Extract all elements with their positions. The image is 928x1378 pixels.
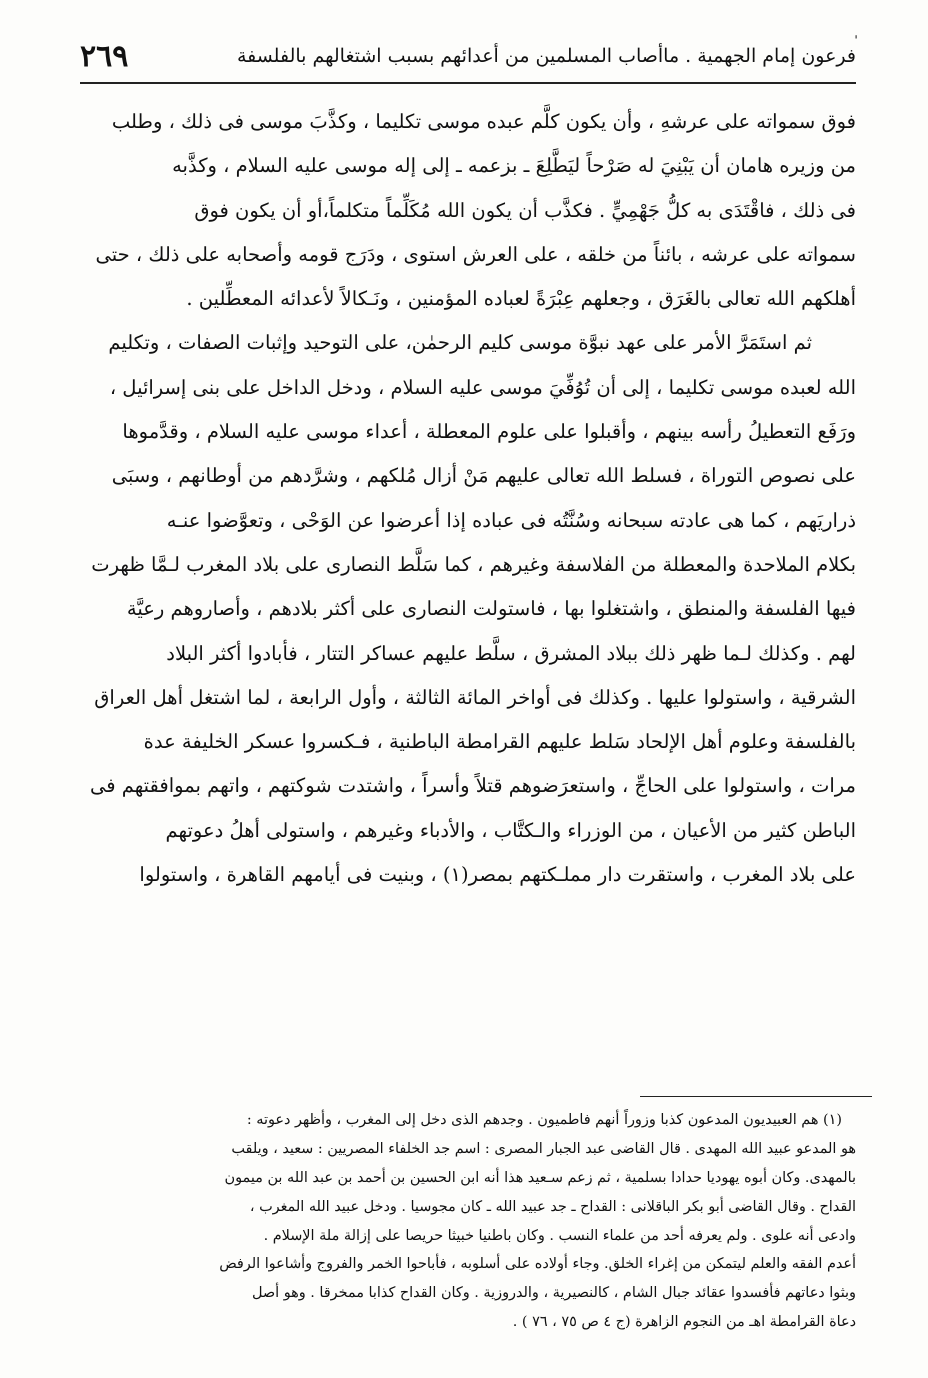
main-text xyxy=(80,100,856,897)
footnotes xyxy=(80,1106,856,1337)
footnote-line: هو المدعو عبيد الله المهدى . قال القاضى عبد الجبار المصرى : اسم جد الخلفاء المصريين : سعيد ، ويلقب xyxy=(231,1140,856,1157)
footnote-line: أعدم الفقه والعلم ليتمكن من إغراء الخلق. وجاء أولاده على أسلوبه ، فأباحوا الخمر والفروج وأشاعوا الرفض xyxy=(219,1256,856,1273)
text-line: الله لعبده موسى تكليما ، إلى أن تُوُفِّيَ موسى عليه السلام ، ودخل الداخل على بنى إسرائيل ، xyxy=(109,375,856,399)
text-line: ورَفَع التعطيلُ رأسه بينهم ، وأقبلوا على علوم المعطلة ، أعداء موسى عليه السلام ، وقدَّموها xyxy=(122,420,856,444)
text-line: أهلكهم الله تعالى بالغَرَق ، وجعلهم عِبْرَةً لعباده المؤمنين ، ونَـكالاً لأعدائه المعطِّلين . xyxy=(186,287,856,311)
text-line: فى ذلك ، فاقْتَدَى به كلُّ جَهْمِيٍّ . فكذَّب أن يكون الله مُكَلِّماً متكلماً،أو أن يكون فوق xyxy=(194,198,856,222)
footnote-separator xyxy=(640,1096,872,1097)
footnote-line: القداح . وقال القاضى أبو بكر الباقلانى : القداح ـ جد عبيد الله ـ كان مجوسيا . ودخل عبيد الله المغرب ، xyxy=(249,1198,856,1215)
text-line: مرات ، واستولوا على الحاجِّ ، واستعرَضوهم قتلاً وأسراً ، واشتدت شوكتهم ، واتهم بموافقتهم فى xyxy=(89,774,856,798)
footnote-line: بالمهدى. وكان أبوه يهوديا حدادا بسلمية ، ثم زعم سـعيد هذا أنه ابن الحسين بن أحمد بن عبد الله بن ميمون xyxy=(224,1169,856,1186)
text-line: الباطن كثير من الأعيان ، من الوزراء والـكتَّاب ، والأدباء وغيرهم ، واستولى أهلُ دعوتهم xyxy=(165,818,856,842)
text-line: ذراريَهم ، كما هى عادته سبحانه وسُنَّتُه فى عباده إذا أعرضوا عن الوَحْى ، وتعوَّضوا عنـه xyxy=(166,508,856,532)
text-line: فوق سمواته على عرشهِ ، وأن يكون كلَّم عبده موسى تكليما ، وكذَّبَ موسى فى ذلك ، وطلب xyxy=(111,110,856,133)
running-title: فرعون إمام الجهمية . ماأصاب المسلمين من أعدائهم بسبب اشتغالهم بالفلسفة xyxy=(236,45,856,67)
footnote-line: (١) هم العبيديون المدعون كذبا وزوراً أنهم فاطميون . وجدهم الذى دخل إلى المغرب ، وأظهر دعوته : xyxy=(246,1112,842,1128)
footnote-line: دعاة القرامطة اهـ من النجوم الزاهرة (ج ٤ ص ٧٥ ، ٧٦ ) . xyxy=(512,1314,856,1331)
corner-mark: ˈ xyxy=(854,34,858,50)
text-line: على بلاد المغرب ، واستقرت دار مملـكتهم بمصر(١) ، وبنيت فى أيامهم القاهرة ، واستولوا xyxy=(139,863,856,887)
text-line: فيها الفلسفة والمنطق ، واشتغلوا بها ، فاستولت النصارى على أكثر بلادهم ، وأصاروهم رعيَّة xyxy=(126,597,856,621)
text-line: سمواته على عرشه ، بائناً من خلقه ، على العرش استوى ، ودَرَج قومه وأصحابه على ذلك ، حتى xyxy=(95,242,856,266)
text-line: لهم . وكذلك لـما ظهر ذلك ببلاد المشرق ، سلَّط عليهم عساكر التتار ، فأبادوا أكثر البلاد xyxy=(166,641,856,665)
page-header xyxy=(80,30,856,84)
text-line: الشرقية ، واستولوا عليها . وكذلك فى أواخر المائة الثالثة ، وأول الرابعة ، لما اشتغل أهل العراق xyxy=(94,685,856,709)
footnote-line: وبثوا دعاتهم فأفسدوا عقائد جبال الشام ، كالنصيرية ، والدروزية . وكان القداح كذابا ممخرقا . وهو أصل xyxy=(252,1285,856,1302)
text-line: من وزيره هامان أن يَبْنِيَ له صَرْحاً ليَطَّلِعَ ـ بزعمه ـ إلى إله موسى عليه السلام ، وكذَّبه xyxy=(172,154,856,178)
text-line: بكلام الملاحدة والمعطلة من الفلاسفة وغيرهم ، كما سَلَّط النصارى على بلاد المغرب لـمَّا ظهرت xyxy=(91,552,856,576)
page-number: ٢٦٩ xyxy=(80,38,129,74)
footnote-line: وادعى أنه علوى . ولم يعرفه أحد من علماء النسب . وكان باطنيا خبيثا حريصا على إزالة ملة الإسلام . xyxy=(263,1227,856,1244)
text-line: بالفلسفة وعلوم أهل الإلحاد سَلط عليهم القرامطة الباطنية ، فـكسروا عسكر الخليفة عدة xyxy=(143,730,856,754)
text-line: ثم استَمَرَّ الأمر على عهد نبوَّة موسى كليم الرحمٰن، على التوحيد وإثبات الصفات ، وتكليم xyxy=(108,331,812,355)
text-line: على نصوص التوراة ، فسلط الله تعالى عليهم مَنْ أزال مُلكهم ، وشرَّدهم من أوطانهم ، وسبَى xyxy=(111,464,856,488)
